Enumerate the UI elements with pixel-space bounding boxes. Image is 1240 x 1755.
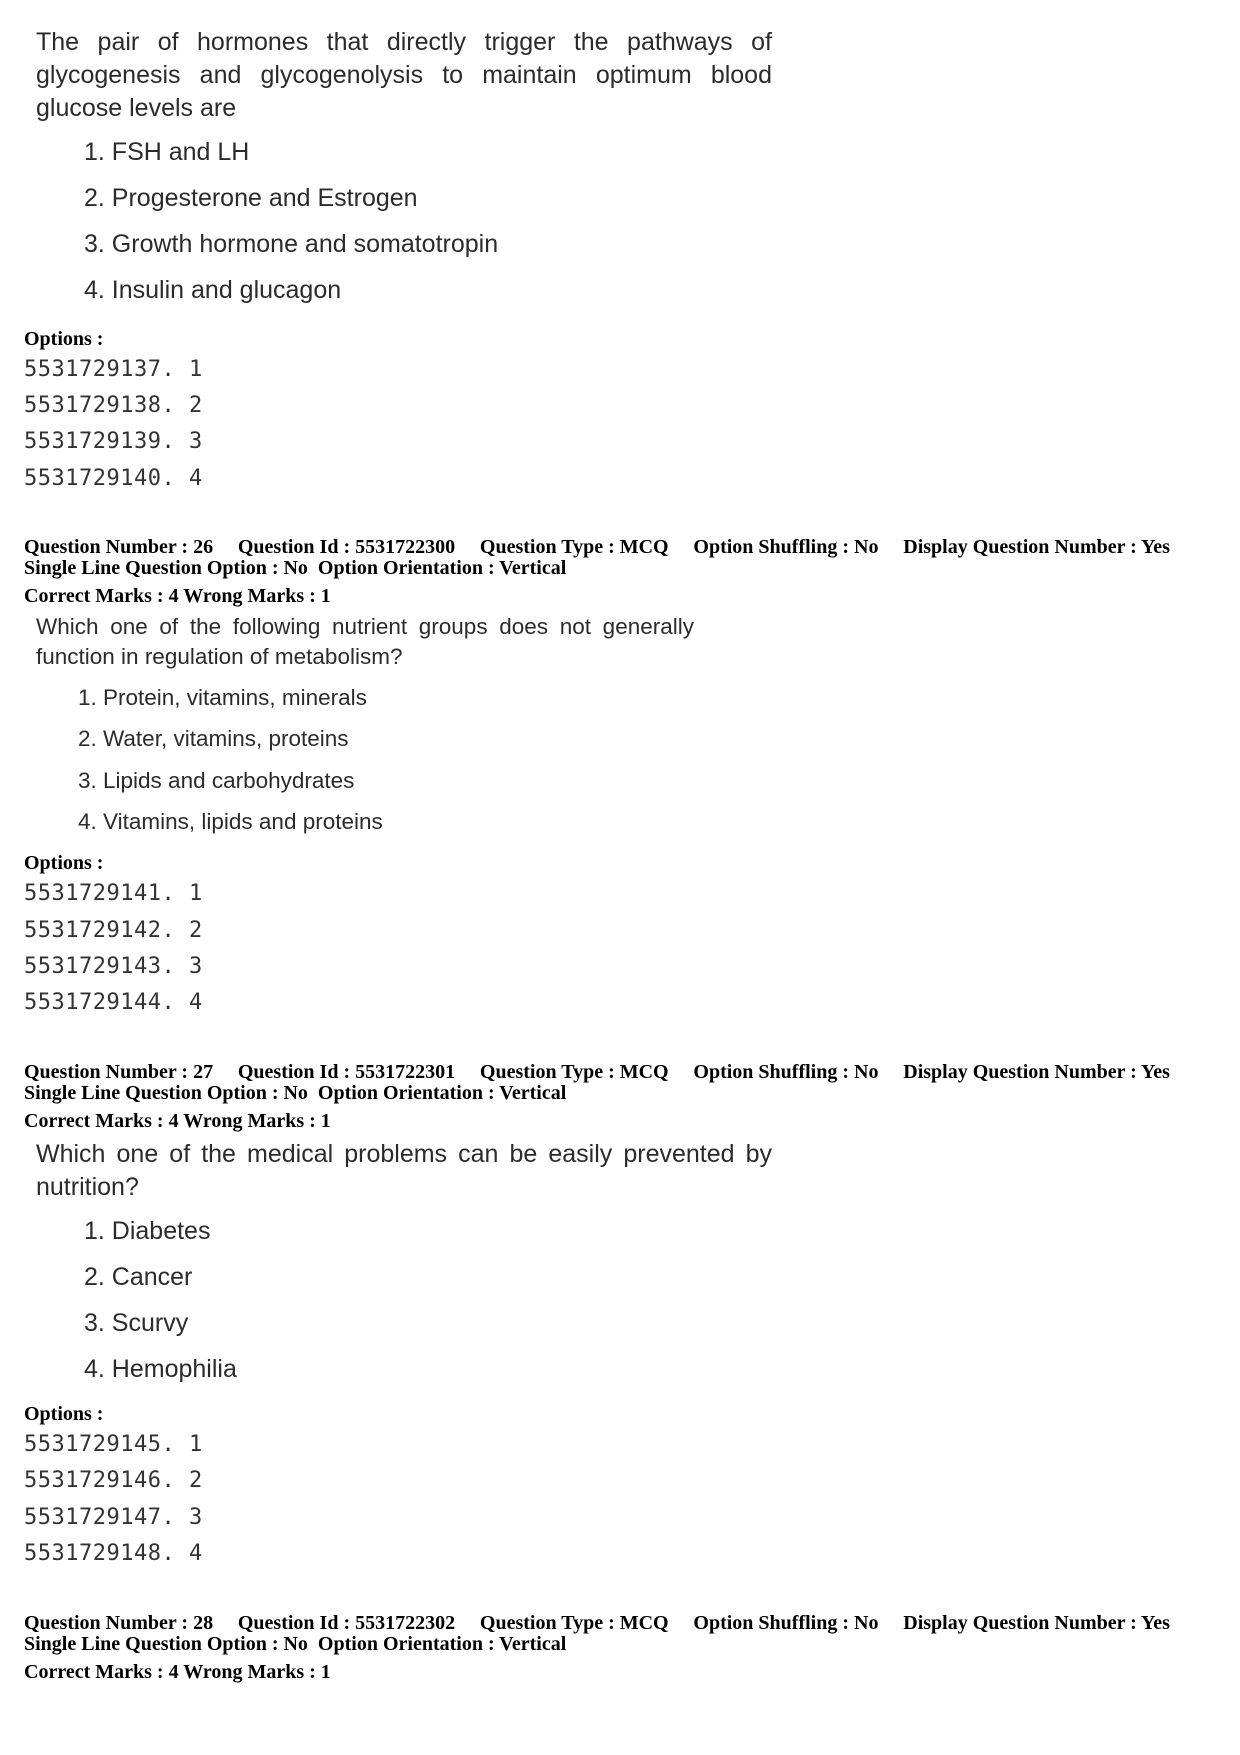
option-id: 5531729140. 4 xyxy=(24,466,203,491)
choice-4: 4. Vitamins, lipids and proteins xyxy=(78,809,383,834)
stem-line: The pair of hormones that directly trigger the pathways of xyxy=(36,28,772,56)
option-shuffling: Option Shuffling : No xyxy=(693,1061,879,1083)
question-type: Question Type : MCQ xyxy=(479,1612,669,1634)
option-shuffling: Option Shuffling : No xyxy=(693,536,879,558)
marks-line: Correct Marks : 4 Wrong Marks : 1 xyxy=(24,1661,331,1683)
question-id: Question Id : 5531722301 xyxy=(237,1061,456,1083)
option-shuffling: Option Shuffling : No xyxy=(693,1612,879,1634)
question-27-image xyxy=(36,1138,772,1204)
option-id: 5531729142. 2 xyxy=(24,918,203,943)
option-id: 5531729145. 1 xyxy=(24,1432,203,1457)
question-meta-row-2: Single Line Question Option : No Option Orientation : Vertical xyxy=(24,557,567,579)
marks-line: Correct Marks : 4 Wrong Marks : 1 xyxy=(24,1110,331,1132)
option-id: 5531729148. 4 xyxy=(24,1541,203,1566)
question-number: Question Number : 27 xyxy=(24,1061,214,1083)
choice-4: 4. Insulin and glucagon xyxy=(84,276,342,304)
question-type: Question Type : MCQ xyxy=(479,1061,669,1083)
choice-1: 1. Diabetes xyxy=(84,1217,211,1245)
question-meta-row-2: Single Line Question Option : No Option Orientation : Vertical xyxy=(24,1082,567,1104)
option-id: 5531729137. 1 xyxy=(24,357,203,382)
stem-line: nutrition? xyxy=(36,1173,139,1201)
options-label: Options : xyxy=(24,1403,104,1425)
choice-3: 3. Scurvy xyxy=(84,1309,189,1337)
question-27-header xyxy=(24,1062,1170,1132)
options-label: Options : xyxy=(24,852,104,874)
stem-line: glycogenesis and glycogenolysis to maintain optimum blood xyxy=(36,61,772,89)
question-id: Question Id : 5531722302 xyxy=(237,1612,456,1634)
question-26-stem xyxy=(36,612,694,672)
choice-2: 2. Cancer xyxy=(84,1263,193,1291)
choice-1: 1. Protein, vitamins, minerals xyxy=(78,685,367,710)
stem-line: Which one of the medical problems can be easily prevented by xyxy=(36,1140,772,1168)
display-question-number: Display Question Number : Yes xyxy=(903,1612,1170,1634)
question-number: Question Number : 26 xyxy=(24,536,214,558)
choice-3: 3. Growth hormone and somatotropin xyxy=(84,230,499,258)
option-id: 5531729144. 4 xyxy=(24,990,203,1015)
option-id: 5531729139. 3 xyxy=(24,429,203,454)
choice-4: 4. Hemophilia xyxy=(84,1355,237,1383)
stem-line: glucose levels are xyxy=(36,94,237,122)
question-26-header xyxy=(24,537,1170,607)
display-question-number: Display Question Number : Yes xyxy=(903,1061,1170,1083)
question-id: Question Id : 5531722300 xyxy=(237,536,456,558)
option-id: 5531729147. 3 xyxy=(24,1505,203,1530)
question-27-stem xyxy=(36,1138,772,1204)
question-28-header xyxy=(24,1613,1170,1683)
question-meta-row xyxy=(24,1613,1170,1634)
display-question-number: Display Question Number : Yes xyxy=(903,536,1170,558)
question-meta-row xyxy=(24,537,1170,558)
options-label: Options : xyxy=(24,328,104,350)
choice-2: 2. Water, vitamins, proteins xyxy=(78,726,349,751)
option-id: 5531729141. 1 xyxy=(24,881,203,906)
option-id: 5531729146. 2 xyxy=(24,1468,203,1493)
question-26-image xyxy=(36,612,694,672)
stem-line: function in regulation of metabolism? xyxy=(36,644,403,669)
choice-1: 1. FSH and LH xyxy=(84,138,250,166)
choice-2: 2. Progesterone and Estrogen xyxy=(84,184,418,212)
question-25-image xyxy=(36,26,772,125)
question-number: Question Number : 28 xyxy=(24,1612,214,1634)
question-25-stem xyxy=(36,26,772,125)
option-id: 5531729138. 2 xyxy=(24,393,203,418)
choice-3: 3. Lipids and carbohydrates xyxy=(78,768,355,793)
question-meta-row xyxy=(24,1062,1170,1083)
marks-line: Correct Marks : 4 Wrong Marks : 1 xyxy=(24,585,331,607)
stem-line: Which one of the following nutrient groups does not generally xyxy=(36,614,694,639)
question-type: Question Type : MCQ xyxy=(479,536,669,558)
question-meta-row-2: Single Line Question Option : No Option Orientation : Vertical xyxy=(24,1633,567,1655)
option-id: 5531729143. 3 xyxy=(24,954,203,979)
